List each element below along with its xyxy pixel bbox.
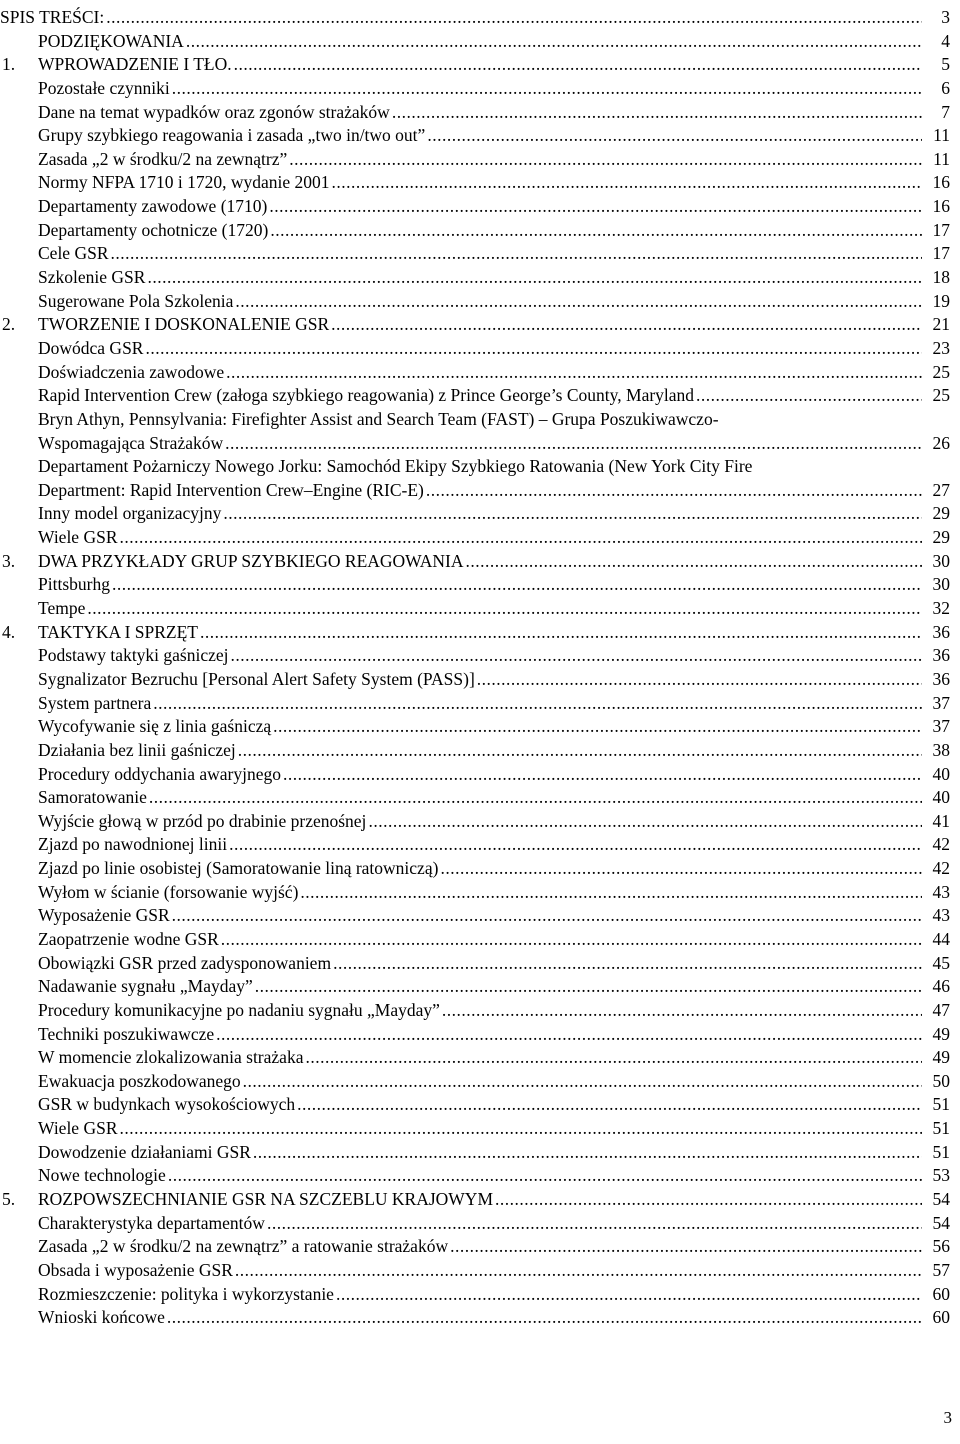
toc-entry[interactable] — [0, 621, 960, 645]
toc-entry-line — [38, 313, 922, 337]
toc-entry[interactable] — [0, 857, 960, 881]
toc-entry-page: 11 — [933, 148, 950, 169]
toc-entry[interactable] — [0, 219, 960, 243]
toc-entry[interactable] — [0, 715, 960, 739]
toc-entry-title: Podstawy taktyki gaśniczej — [38, 645, 229, 666]
toc-entry[interactable] — [0, 290, 960, 314]
toc-entry-line — [38, 1306, 922, 1330]
dot-leader — [149, 786, 922, 810]
toc-entry[interactable] — [0, 502, 960, 526]
toc-entry-line — [38, 1212, 922, 1236]
toc-entry-title: Wycofywanie się z linia gaśniczą — [38, 716, 272, 737]
toc-entry-title: Pozostałe czynniki — [38, 77, 170, 98]
toc-entry[interactable] — [0, 550, 960, 574]
dot-leader — [297, 1093, 922, 1117]
toc-entry-line — [38, 952, 922, 976]
toc-entry-line — [38, 904, 922, 928]
toc-entry-title: Wyposażenie GSR — [38, 905, 170, 926]
dot-leader — [200, 621, 922, 645]
toc-entry-page: 56 — [932, 1236, 950, 1257]
dot-leader — [289, 148, 922, 172]
toc-entry-title: Wiele GSR — [38, 527, 118, 548]
toc-entry-page: 30 — [932, 574, 950, 595]
toc-entry-page: 36 — [932, 668, 950, 689]
toc-entry-page: 3 — [941, 7, 950, 27]
toc-entry-title: Doświadczenia zawodowe — [38, 361, 225, 382]
toc-entry-page: 50 — [932, 1070, 950, 1091]
toc-entry[interactable] — [0, 1306, 960, 1330]
dot-leader — [120, 526, 923, 550]
toc-entry-number: 3. — [2, 550, 16, 571]
toc-entry[interactable] — [0, 763, 960, 787]
toc-entry-page: 60 — [932, 1283, 950, 1304]
toc-entry[interactable] — [0, 1283, 960, 1307]
toc-entry-page: 53 — [932, 1165, 950, 1186]
toc-entry[interactable] — [0, 6, 960, 30]
toc-entry-page: 29 — [932, 527, 950, 548]
toc-entry-page: 37 — [932, 716, 950, 737]
toc-entry-title: Nadawanie sygnału „Mayday” — [38, 976, 253, 997]
toc-entry-title: Zasada „2 w środku/2 na zewnątrz” a ratowanie strażaków — [38, 1236, 449, 1257]
toc-entry-page: 36 — [932, 621, 950, 642]
toc-entry-page: 25 — [932, 361, 950, 382]
toc-entry-line — [38, 77, 922, 101]
toc-entry-page: 43 — [932, 881, 950, 902]
toc-entry-page: 42 — [932, 858, 950, 879]
toc-entry[interactable] — [0, 1188, 960, 1212]
toc-entry-page: 51 — [932, 1118, 950, 1139]
toc-entry[interactable] — [0, 455, 960, 479]
toc-entry-line — [38, 432, 922, 456]
dot-leader — [221, 928, 922, 952]
toc-entry-title: Sygnalizator Bezruchu [Personal Alert Safety System (PASS)] — [38, 668, 475, 689]
toc-entry-page: 18 — [932, 267, 950, 288]
toc-entry-title: Zaopatrzenie wodne GSR — [38, 928, 219, 949]
dot-leader — [172, 77, 922, 101]
toc-entry[interactable] — [0, 384, 960, 408]
toc-entry[interactable] — [0, 1212, 960, 1236]
dot-leader — [120, 1117, 923, 1141]
toc-entry-page: 7 — [941, 101, 950, 122]
toc-entry-page: 29 — [932, 503, 950, 524]
toc-entry-line — [38, 266, 922, 290]
toc-entry-line — [38, 502, 922, 526]
toc-entry-page: 51 — [932, 1141, 950, 1162]
toc-entry-line — [38, 1283, 922, 1307]
toc-entry-page: 32 — [932, 598, 950, 619]
toc-entry-page: 43 — [932, 905, 950, 926]
toc-entry-title: Departamenty ochotnicze (1720) — [38, 219, 269, 240]
toc-entry-line — [38, 219, 922, 243]
dot-leader — [392, 101, 922, 125]
dot-leader — [226, 361, 922, 385]
toc-entry-title: DWA PRZYKŁADY GRUP SZYBKIEGO REAGOWANIA — [38, 550, 464, 571]
dot-leader — [466, 550, 922, 574]
toc-entry[interactable] — [0, 479, 960, 503]
dot-leader — [696, 384, 922, 408]
toc-entry[interactable] — [0, 739, 960, 763]
toc-entry-title: Tempe — [38, 598, 86, 619]
toc-entry[interactable] — [0, 313, 960, 337]
dot-leader — [145, 337, 922, 361]
toc-entry[interactable] — [0, 1117, 960, 1141]
toc-entry-page: 23 — [932, 337, 950, 358]
toc-entry[interactable] — [0, 242, 960, 266]
toc-entry-title: Charakterystyka departamentów — [38, 1212, 265, 1233]
toc-entry-title: Nowe technologie — [38, 1165, 166, 1186]
toc-entry-title: ROZPOWSZECHNIANIE GSR NA SZCZEBLU KRAJOWYM — [38, 1189, 494, 1210]
dot-leader — [231, 644, 922, 668]
toc-entry[interactable] — [0, 975, 960, 999]
dot-leader — [427, 124, 922, 148]
toc-entry[interactable] — [0, 1235, 960, 1259]
toc-entry-page: 41 — [932, 810, 950, 831]
toc-entry[interactable] — [0, 195, 960, 219]
toc-entry-title: Procedury oddychania awaryjnego — [38, 763, 281, 784]
toc-entry-number: 5. — [2, 1189, 16, 1210]
toc-entry-line — [38, 384, 922, 408]
dot-leader — [153, 692, 922, 716]
dot-leader — [255, 975, 922, 999]
dot-leader — [305, 1046, 922, 1070]
toc-entry-line — [38, 455, 922, 479]
toc-entry[interactable] — [0, 30, 960, 54]
toc-entry-line — [38, 810, 922, 834]
dot-leader — [112, 573, 922, 597]
toc-entry-title: Wyjście głową w przód po drabinie przenośnej — [38, 810, 367, 831]
toc-entry[interactable] — [0, 1023, 960, 1047]
toc-entry-page: 44 — [932, 928, 950, 949]
dot-leader — [168, 1164, 922, 1188]
toc-entry-page: 38 — [932, 739, 950, 760]
toc-entry-title: Dane na temat wypadków oraz zgonów strażaków — [38, 101, 390, 122]
toc-entry[interactable] — [0, 1070, 960, 1094]
dot-leader — [235, 290, 922, 314]
toc-entry-line — [38, 290, 922, 314]
toc-entry-line — [38, 999, 922, 1023]
toc-entry-title: Obsada i wyposażenie GSR — [38, 1259, 233, 1280]
toc-entry-line — [38, 30, 922, 54]
dot-leader — [269, 195, 922, 219]
toc-entry-page: 47 — [932, 999, 950, 1020]
toc-entry-page: 26 — [932, 432, 950, 453]
toc-entry-title: Ewakuacja poszkodowanego — [38, 1070, 241, 1091]
toc-entry[interactable] — [0, 928, 960, 952]
toc-entry[interactable] — [0, 408, 960, 432]
toc-entry-page: 6 — [941, 77, 950, 98]
toc-entry[interactable] — [0, 952, 960, 976]
toc-entry-line — [38, 1070, 922, 1094]
toc-entry[interactable] — [0, 53, 960, 77]
toc-entry-title: Wyłom w ścianie (forsowanie wyjść) — [38, 881, 299, 902]
toc-entry-title: Wiele GSR — [38, 1118, 118, 1139]
dot-leader — [186, 30, 922, 54]
toc-entry[interactable] — [0, 1093, 960, 1117]
toc-entry[interactable] — [0, 432, 960, 456]
toc-entry[interactable] — [0, 171, 960, 195]
dot-leader — [172, 904, 922, 928]
toc-entry-line — [0, 6, 922, 30]
toc-entry-title: Department: Rapid Intervention Crew–Engine (RIC-E) — [38, 479, 424, 500]
toc-entry[interactable] — [0, 573, 960, 597]
toc-entry[interactable] — [0, 999, 960, 1023]
toc-entry-title: Sugerowane Pola Szkolenia — [38, 290, 234, 311]
toc-entry-line — [38, 975, 922, 999]
toc-entry-line — [38, 668, 922, 692]
toc-entry-page: 42 — [932, 834, 950, 855]
toc-entry-line — [38, 692, 922, 716]
toc-entry-page: 54 — [932, 1212, 950, 1233]
dot-leader — [368, 810, 922, 834]
toc-entry-line — [38, 1235, 922, 1259]
toc-entry[interactable] — [0, 644, 960, 668]
toc-entry[interactable] — [0, 786, 960, 810]
dot-leader — [216, 1023, 922, 1047]
toc-entry-title: Techniki poszukiwawcze — [38, 1023, 215, 1044]
toc-entry-title: Zjazd po nawodnionej linii — [38, 834, 228, 855]
toc-entry-page: 19 — [932, 290, 950, 311]
toc-entry[interactable] — [0, 1164, 960, 1188]
dot-leader — [477, 668, 922, 692]
toc-entry-page: 16 — [932, 196, 950, 217]
toc-entry-page: 49 — [932, 1023, 950, 1044]
toc-entry-title: Samoratowanie — [38, 787, 147, 808]
toc-entry-page: 17 — [932, 219, 950, 240]
toc-entry-title: Grupy szybkiego reagowania i zasada „two in/two out” — [38, 125, 426, 146]
toc-entry-title: Cele GSR — [38, 243, 109, 264]
toc-entry-line — [38, 526, 922, 550]
dot-leader — [253, 1141, 922, 1165]
toc-entry[interactable] — [0, 810, 960, 834]
toc-entry-page: 60 — [932, 1307, 950, 1328]
toc-entry-title: Bryn Athyn, Pennsylvania: Firefighter Assist and Search Team (FAST) – Grupa Poszukiwawczo- — [38, 408, 719, 429]
toc-entry-line — [38, 195, 922, 219]
toc-entry-page: 17 — [932, 243, 950, 264]
toc-entry-line — [38, 479, 922, 503]
toc-entry-page: 5 — [941, 54, 950, 75]
dot-leader — [229, 833, 922, 857]
toc-entry-page: 40 — [932, 763, 950, 784]
dot-leader — [331, 313, 922, 337]
dot-leader — [167, 1306, 922, 1330]
dot-leader — [333, 952, 922, 976]
toc-entry-line — [38, 881, 922, 905]
toc-entry-title: Wnioski końcowe — [38, 1307, 165, 1328]
toc-entry-title: Procedury komunikacyjne po nadaniu sygnału „Mayday” — [38, 999, 440, 1020]
toc-entry[interactable] — [0, 337, 960, 361]
toc-entry-title: WPROWADZENIE I TŁO. — [38, 54, 232, 75]
dot-leader — [147, 266, 922, 290]
toc-entry-page: 21 — [932, 314, 950, 335]
toc-entry-title: Działania bez linii gaśniczej — [38, 739, 236, 760]
dot-leader — [273, 715, 922, 739]
toc-entry-line — [38, 1117, 922, 1141]
page-number: 3 — [943, 1408, 952, 1427]
dot-leader — [111, 242, 923, 266]
toc-entry-page: 37 — [932, 692, 950, 713]
toc-entry[interactable] — [0, 526, 960, 550]
toc-entry[interactable] — [0, 124, 960, 148]
dot-leader — [336, 1283, 922, 1307]
toc-entry-page: 46 — [932, 976, 950, 997]
toc-entry-line — [38, 763, 922, 787]
toc-entry[interactable] — [0, 1046, 960, 1070]
dot-leader — [243, 1070, 922, 1094]
toc-entry-title: Wspomagająca Strażaków — [38, 432, 224, 453]
toc-entry-line — [38, 715, 922, 739]
toc-entry-page: 51 — [932, 1094, 950, 1115]
toc-entry-title: Dowódca GSR — [38, 337, 144, 358]
toc-entry-line — [38, 928, 922, 952]
toc-entry-title: Normy NFPA 1710 i 1720, wydanie 2001 — [38, 172, 330, 193]
toc-entry-title: SPIS TREŚCI: — [0, 7, 105, 27]
toc-entry-title: Zjazd po linie osobistej (Samoratowanie liną ratowniczą) — [38, 858, 439, 879]
toc-entry-line — [38, 1259, 922, 1283]
toc-entry-line — [38, 573, 922, 597]
toc-entry-page: 4 — [941, 30, 950, 51]
toc-entry-page: 27 — [932, 479, 950, 500]
dot-leader — [300, 881, 922, 905]
toc-entry[interactable] — [0, 101, 960, 125]
toc-entry-line — [38, 739, 922, 763]
dot-leader — [283, 763, 922, 787]
toc-entry-page: 36 — [932, 645, 950, 666]
toc-entry-number: 2. — [2, 314, 16, 335]
toc-entry-line — [38, 1093, 922, 1117]
dot-leader — [87, 597, 922, 621]
toc-entry-title: Rozmieszczenie: polityka i wykorzystanie — [38, 1283, 334, 1304]
dot-leader — [235, 1259, 922, 1283]
toc-entry[interactable] — [0, 361, 960, 385]
dot-leader — [332, 171, 922, 195]
toc-entry-page: 25 — [932, 385, 950, 406]
dot-leader — [426, 479, 922, 503]
toc-entry-line — [38, 337, 922, 361]
dot-leader — [225, 432, 922, 456]
toc-entry-line — [38, 1023, 922, 1047]
toc-entry-page: 57 — [932, 1259, 950, 1280]
dot-leader — [234, 53, 922, 77]
toc-entry-page: 16 — [932, 172, 950, 193]
toc-entry[interactable] — [0, 881, 960, 905]
toc-entry-title: W momencie zlokalizowania strażaka — [38, 1047, 304, 1068]
toc-entry-title: PODZIĘKOWANIA — [38, 30, 184, 51]
toc-entry-title: Szkolenie GSR — [38, 267, 146, 288]
toc-entry-line — [38, 242, 922, 266]
toc-entry-line — [38, 124, 922, 148]
dot-leader — [238, 739, 922, 763]
toc-entry-line — [38, 621, 922, 645]
toc-entry-line — [38, 101, 922, 125]
toc-entry[interactable] — [0, 668, 960, 692]
toc-entry[interactable] — [0, 266, 960, 290]
toc-entry-number: 1. — [2, 54, 16, 75]
toc-entry-line — [38, 1164, 922, 1188]
toc-entry[interactable] — [0, 833, 960, 857]
toc-entry-title: GSR w budynkach wysokościowych — [38, 1094, 296, 1115]
toc-entry-line — [38, 597, 922, 621]
toc-entry[interactable] — [0, 1141, 960, 1165]
dot-leader — [442, 999, 922, 1023]
toc-entry[interactable] — [0, 692, 960, 716]
toc-entry-title: TWORZENIE I DOSKONALENIE GSR — [38, 314, 330, 335]
dot-leader — [450, 1235, 922, 1259]
toc-entry-number: 4. — [2, 621, 16, 642]
toc-entry-line — [38, 1188, 922, 1212]
toc-entry-page: 30 — [932, 550, 950, 571]
dot-leader — [270, 219, 922, 243]
toc-entry-title: TAKTYKA I SPRZĘT — [38, 621, 198, 642]
toc-entry-line — [38, 857, 922, 881]
toc-entry-line — [38, 786, 922, 810]
toc-entry-title: Inny model organizacyjny — [38, 503, 222, 524]
dot-leader — [267, 1212, 922, 1236]
toc-entry-line — [38, 1046, 922, 1070]
toc-entry[interactable] — [0, 904, 960, 928]
toc-entry-line — [38, 361, 922, 385]
dot-leader — [223, 502, 922, 526]
toc-entry-page: 49 — [932, 1047, 950, 1068]
dot-leader — [440, 857, 922, 881]
dot-leader — [495, 1188, 922, 1212]
table-of-contents — [0, 6, 960, 1330]
toc-entry[interactable] — [0, 597, 960, 621]
toc-entry-title: System partnera — [38, 692, 152, 713]
toc-entry[interactable] — [0, 77, 960, 101]
toc-entry-line — [38, 408, 922, 432]
toc-entry-line — [38, 53, 922, 77]
toc-entry-line — [38, 148, 922, 172]
toc-entry-page: 45 — [932, 952, 950, 973]
toc-entry[interactable] — [0, 1259, 960, 1283]
toc-entry-page: 11 — [933, 125, 950, 146]
toc-entry-title: Pittsburhg — [38, 574, 110, 595]
toc-entry-line — [38, 171, 922, 195]
toc-entry-title: Dowodzenie działaniami GSR — [38, 1141, 251, 1162]
toc-entry-page: 40 — [932, 787, 950, 808]
toc-entry-title: Departament Pożarniczy Nowego Jorku: Samochód Ekipy Szybkiego Ratowania (New York City Fire — [38, 456, 753, 477]
toc-entry-title: Zasada „2 w środku/2 na zewnątrz” — [38, 148, 288, 169]
toc-entry-page: 54 — [932, 1189, 950, 1210]
dot-leader — [106, 6, 922, 30]
toc-entry-title: Obowiązki GSR przed zadysponowaniem — [38, 952, 332, 973]
toc-entry-line — [38, 833, 922, 857]
toc-entry-line — [38, 644, 922, 668]
toc-entry-line — [38, 550, 922, 574]
toc-entry-title: Departamenty zawodowe (1710) — [38, 196, 268, 217]
toc-entry-title: Rapid Intervention Crew (załoga szybkiego reagowania) z Prince George’s County, Maryland — [38, 385, 695, 406]
toc-entry[interactable] — [0, 148, 960, 172]
toc-entry-line — [38, 1141, 922, 1165]
